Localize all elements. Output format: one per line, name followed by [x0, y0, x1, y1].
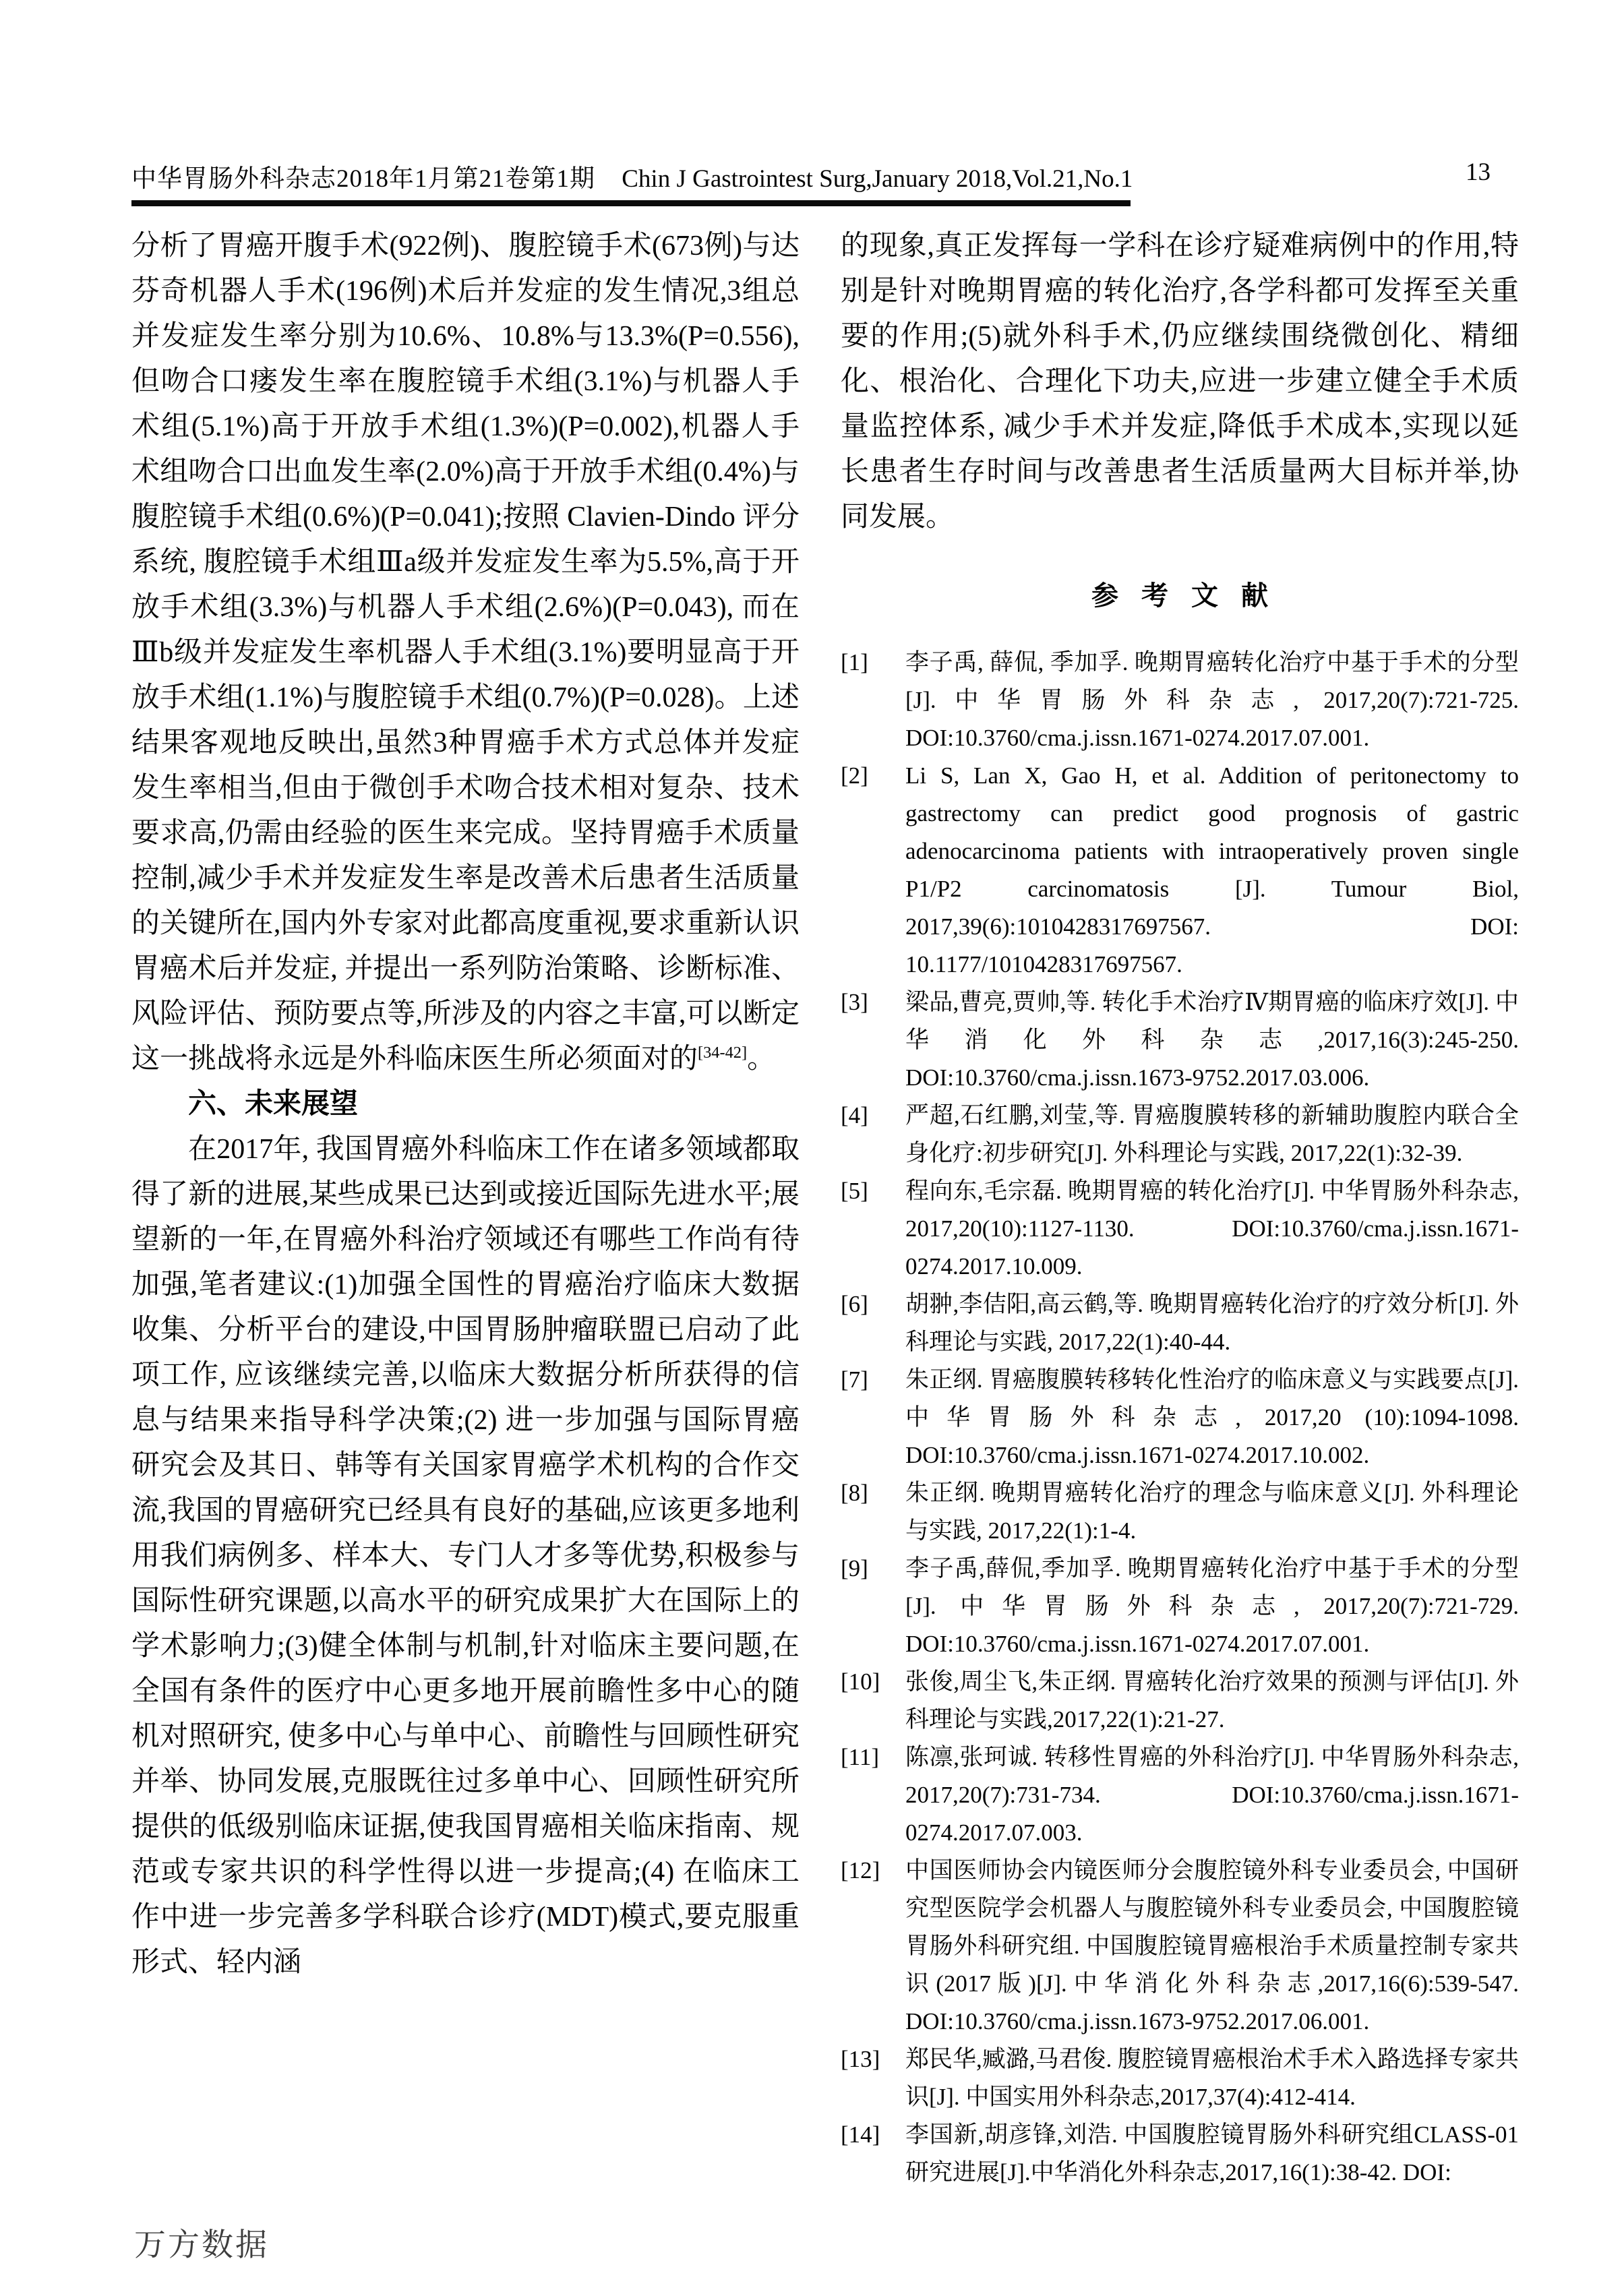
reference-item — [841, 984, 1519, 1097]
reference-item — [841, 1172, 1519, 1286]
reference-text: Li S, Lan X, Gao H, et al. Addition of peritonectomy to gastrectomy can predict good prognosis of gastric adenocarcinoma patients with intraoperatively proven single P1/P2 carcinomatosis [J]. Tumour Biol, 2017,39(6):1010428317697567. DOI: 10.1177/1010428317697567. — [905, 762, 1519, 977]
paragraph-continued-from-left: 的现象,真正发挥每一学科在诊疗疑难病例中的作用,特别是针对晚期胃癌的转化治疗,各学科都可发挥至关重要的作用;(5)就外科手术,仍应继续围绕微创化、精细化、根治化、合理化下功夫,应进一步建立健全手术质量监控体系, 减少手术并发症,降低手术成本,实现以延长患者生存时间与改善患者生活质量两大目标并举,协同发展。 — [841, 231, 1519, 533]
reference-text: 严超,石红鹏,刘莹,等. 胃癌腹膜转移的新辅助腹腔内联合全身化疗:初步研究[J]. 外科理论与实践, 2017,22(1):32-39. — [905, 1102, 1519, 1166]
page-number: 13 — [1466, 158, 1491, 186]
reference-text: 陈凛,张珂诚. 转移性胃癌的外科治疗[J]. 中华胃肠外科杂志, 2017,20(7):731-734. DOI:10.3760/cma.j.issn.1671-0274.2017.07.003. — [905, 1744, 1519, 1846]
reference-item — [841, 2116, 1519, 2192]
reference-number: [1] — [841, 649, 868, 675]
wanfang-watermark: 万方数据 — [134, 2227, 269, 2262]
section-heading-future-outlook: 六、未来展望 — [188, 1089, 359, 1120]
citation-superscript: [34-42] — [698, 1044, 748, 1062]
paragraph-surgical-complications — [131, 224, 800, 1082]
reference-number: [7] — [841, 1366, 868, 1393]
reference-number: [6] — [841, 1291, 868, 1317]
reference-item — [841, 1739, 1519, 1852]
reference-text: 朱正纲. 晚期胃癌转化治疗的理念与临床意义[J]. 外科理论与实践, 2017,22(1):1-4. — [905, 1480, 1519, 1544]
reference-text: 程向东,毛宗磊. 晚期胃癌的转化治疗[J]. 中华胃肠外科杂志, 2017,20(10):1127-1130. DOI:10.3760/cma.j.issn.1671-0274.2017.10.009. — [905, 1178, 1519, 1279]
reference-number: [12] — [841, 1857, 880, 1883]
left-column — [131, 224, 800, 1985]
reference-text: 李子禹, 薛侃, 季加孚. 晚期胃癌转化治疗中基于手术的分型[J].中华胃肠外科杂志, 2017,20(7):721-725. DOI:10.3760/cma.j.issn.1671-0274.2017.07.001. — [905, 649, 1519, 751]
references-heading: 参 考 文 献 — [1091, 580, 1276, 611]
paragraph-period: 。 — [747, 1044, 776, 1075]
reference-number: [10] — [841, 1668, 880, 1695]
reference-number: [9] — [841, 1555, 868, 1581]
right-column — [841, 224, 1519, 2192]
reference-item — [841, 757, 1519, 984]
reference-item — [841, 1286, 1519, 1361]
reference-text: 朱正纲. 胃癌腹膜转移转化性治疗的临床意义与实践要点[J]. 中华胃肠外科杂志, 2017,20 (10):1094-1098. DOI:10.3760/cma.j.issn.1671-0274.2017.10.002. — [905, 1366, 1519, 1468]
reference-number: [14] — [841, 2121, 880, 2148]
reference-text: 李国新,胡彦锋,刘浩. 中国腹腔镜胃肠外科研究组CLASS-01研究进展[J].中华消化外科杂志,2017,16(1):38-42. DOI: — [905, 2121, 1519, 2185]
paragraph-outlook: 在2017年, 我国胃癌外科临床工作在诸多领域都取得了新的进展,某些成果已达到或接近国际先进水平;展望新的一年,在胃癌外科治疗领域还有哪些工作尚有待加强,笔者建议:(1)加强全国性的胃癌治疗临床大数据收集、分析平台的建设,中国胃肠肿瘤联盟已启动了此项工作, 应该继续完善,以临床大数据分析所获得的信息与结果来指导科学决策;(2) 进一步加强与国际胃癌研究会及其日、韩等有关国家胃癌学术机构的合作交流,我国的胃癌研究已经具有良好的基础,应该更多地利用我们病例多、样本大、专门人才多等优势,积极参与国际性研究课题,以高水平的研究成果扩大在国际上的学术影响力;(3)健全体制与机制,针对临床主要问题,在全国有条件的医疗中心更多地开展前瞻性多中心的随机对照研究, 使多中心与单中心、前瞻性与回顾性研究并举、协同发展,克服既往过多单中心、回顾性研究所提供的低级别临床证据,使我国胃癌相关临床指南、规范或专家共识的科学性得以进一步提高;(4) 在临床工作中进一步完善多学科联合诊疗(MDT)模式,要克服重形式、轻内涵 — [131, 1134, 800, 1978]
reference-number: [2] — [841, 762, 868, 789]
page-header — [131, 158, 1495, 205]
reference-item — [841, 1663, 1519, 1739]
reference-number: [13] — [841, 2046, 880, 2072]
journal-citation-en: Chin J Gastrointest Surg,January 2018,Vol.21,No.1 — [622, 165, 1133, 193]
reference-item — [841, 644, 1519, 757]
reference-text: 中国医师协会内镜医师分会腹腔镜外科专业委员会, 中国研究型医院学会机器人与腹腔镜外科专业委员会, 中国腹腔镜胃肠外科研究组. 中国腹腔镜胃癌根治手术质量控制专家共识(2017版)[J].中华消化外科杂志,2017,16(6):539-547. DOI:10.3760/cma.j.issn.1673-9752.2017.06.001. — [905, 1857, 1519, 2034]
reference-text: 梁品,曹亮,贾帅,等. 转化手术治疗Ⅳ期胃癌的临床疗效[J]. 中华消化外科杂志,2017,16(3):245-250. DOI:10.3760/cma.j.issn.1673-9752.2017.03.006. — [905, 989, 1519, 1091]
references-list — [841, 644, 1519, 2192]
reference-number: [4] — [841, 1102, 868, 1128]
reference-item — [841, 1852, 1519, 2041]
paragraph-text: 分析了胃癌开腹手术(922例)、腹腔镜手术(673例)与达芬奇机器人手术(196例)术后并发症的发生情况,3组总并发症发生率分别为10.6%、10.8%与13.3%(P=0.556), 但吻合口瘘发生率在腹腔镜手术组(3.1%)与机器人手术组(5.1%)高于开放手术组(1.3%)(P=0.002),机器人手术组吻合口出血发生率(2.0%)高于开放手术组(0.4%)与腹腔镜手术组(0.6%)(P=0.041);按照 Clavien-Dindo 评分系统, 腹腔镜手术组Ⅲa级并发症发生率为5.5%,高于开放手术组(3.3%)与机器人手术组(2.6%)(P=0.043), 而在Ⅲb级并发症发生率机器人手术组(3.1%)要明显高于开放手术组(1.1%)与腹腔镜手术组(0.7%)(P=0.028)。上述结果客观地反映出,虽然3种胃癌手术方式总体并发症发生率相当,但由于微创手术吻合技术相对复杂、技术要求高,仍需由经验的医生来完成。坚持胃癌手术质量控制,减少手术并发症发生率是改善术后患者生活质量的关键所在,国内外专家对此都高度重视,要求重新认识胃癌术后并发症, 并提出一系列防治策略、诊断标准、风险评估、预防要点等,所涉及的内容之丰富,可以断定这一挑战将永远是外科临床医生所必须面对的 — [131, 231, 800, 1075]
reference-number: [8] — [841, 1480, 868, 1506]
reference-number: [11] — [841, 1744, 880, 1770]
reference-text: 李子禹,薛侃,季加孚. 晚期胃癌转化治疗中基于手术的分型[J]. 中华胃肠外科杂志, 2017,20(7):721-729. DOI:10.3760/cma.j.issn.1671-0274.2017.07.001. — [905, 1555, 1519, 1657]
reference-number: [5] — [841, 1178, 868, 1204]
journal-citation-cn: 中华胃肠外科杂志2018年1月第21卷第1期 — [131, 165, 595, 193]
reference-item — [841, 1361, 1519, 1474]
reference-item — [841, 1097, 1519, 1172]
reference-text: 张俊,周尘飞,朱正纲. 胃癌转化治疗效果的预测与评估[J]. 外科理论与实践,2017,22(1):21-27. — [905, 1668, 1519, 1732]
reference-text: 郑民华,臧潞,马君俊. 腹腔镜胃癌根治术手术入路选择专家共识[J]. 中国实用外科杂志,2017,37(4):412-414. — [905, 2046, 1520, 2110]
header-rule — [131, 200, 1131, 206]
reference-number: [3] — [841, 989, 868, 1015]
reference-item — [841, 2041, 1519, 2116]
reference-text: 胡翀,李佶阳,高云鹤,等. 晚期胃癌转化治疗的疗效分析[J]. 外科理论与实践, 2017,22(1):40-44. — [905, 1291, 1519, 1355]
reference-item — [841, 1474, 1519, 1550]
reference-item — [841, 1550, 1519, 1663]
